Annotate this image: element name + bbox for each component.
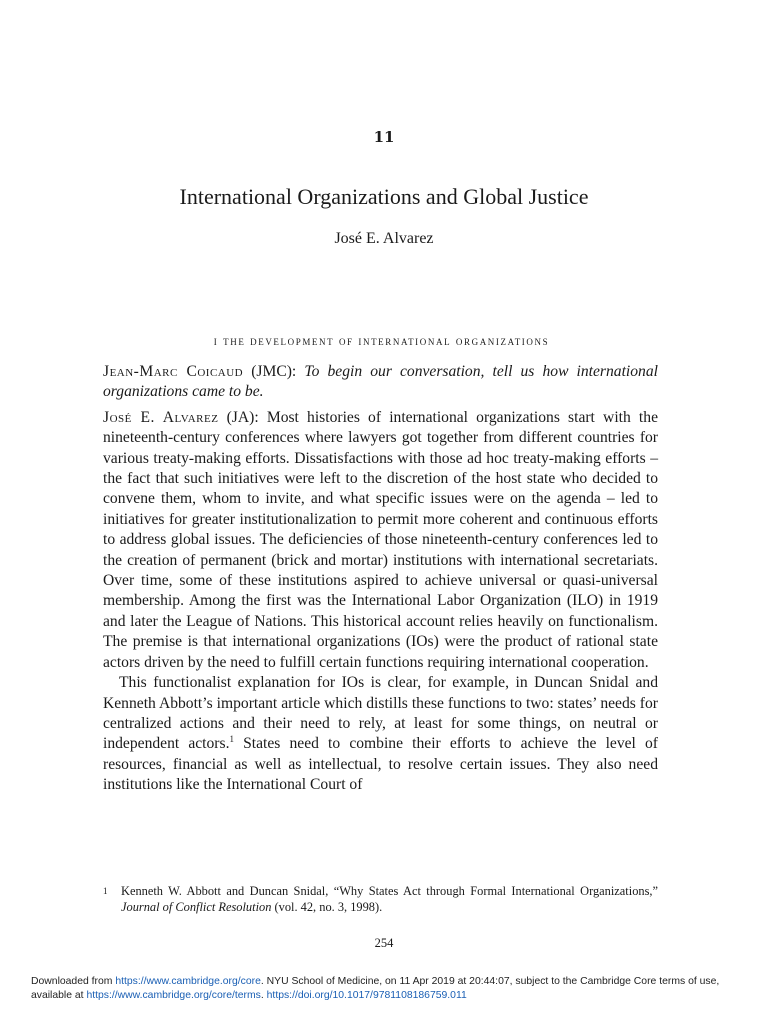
chapter-number: 11: [373, 128, 395, 146]
doi-link[interactable]: https://doi.org/10.1017/9781108186759.011: [266, 989, 467, 1001]
download-separator: .: [260, 989, 267, 1001]
chapter-title: International Organizations and Global Justice: [179, 184, 589, 209]
paragraph-text-end: States need to combine their efforts to achieve the level of resources, financial as well as intellectual, to resolve certain issues. They also need institutions like the International Court of: [103, 735, 659, 794]
footnote-text: [121, 883, 658, 915]
speaker-name-ja: José E. Alvarez: [103, 408, 219, 426]
question-paragraph: [103, 362, 658, 403]
cambridge-core-link[interactable]: https://www.cambridge.org/core: [115, 976, 261, 987]
answer-paragraph: [103, 408, 658, 673]
speaker-tag-ja: (JA):: [218, 408, 267, 426]
body-text: [103, 362, 658, 796]
question-text: To begin our conversation, tell us how international organizations came to be.: [103, 363, 658, 401]
footnote-mark: 1: [103, 886, 108, 896]
page-number: 254: [374, 936, 394, 950]
download-notice: [31, 975, 761, 1002]
footnote-citation: Kenneth W. Abbott and Duncan Snidal, “Why States Act through Formal International Organizations,”: [121, 884, 658, 898]
footnote-reference[interactable]: 1: [229, 734, 234, 745]
chapter-author: José E. Alvarez: [334, 230, 434, 247]
terms-link[interactable]: https://www.cambridge.org/core/terms: [86, 989, 261, 1001]
body-paragraph: [103, 673, 658, 795]
speaker-tag-jmc: (JMC):: [243, 363, 305, 380]
paragraph-text-start: This functionalist explanation for IOs is clear, for example, in Duncan Snidal and Kenneth Abbott’s important article which distills these functions to two: states’ needs for centralized actions and their need to rely, at least for some things, on neutral or independent actors.: [103, 674, 658, 753]
download-middle-text: . NYU School of Medicine, on 11 Apr 2019 at 20:44:07, subject to the Cambridge Core terms of use, available at: [31, 976, 720, 1001]
speaker-name-jmc: Jean-Marc Coicaud: [103, 363, 244, 380]
footnote-details: (vol. 42, no. 3, 1998).: [271, 900, 383, 914]
answer-text: Most histories of international organizations start with the nineteenth-century conferences where lawyers got together from different countries for various treaty-making efforts. Dissatisfactions with those ad hoc treaty-making efforts – the fact that such initiatives were left to the discretion of the host state who decided to convene them, whom to invite, and what specific issues were on the agenda – led to initiatives for greater institutionalization to permit more coherent and continuous efforts to address global issues. The deficiencies of those nineteenth-century conferences led to the creation of permanent (brick and mortar) institutions with international secretariats. Over time, some of these institutions aspired to achieve universal or quasi-universal membership. Among the first was the International Labor Organization (ILO) in 1919 and later the League of Nations. This historical account relies heavily on functionalism. The premise is that international organizations (IOs) were the product of rational state actors driven by the need to fulfill certain functions requiring international cooperation.: [103, 408, 658, 671]
footnote-journal: Journal of Conflict Resolution: [121, 900, 272, 914]
download-prefix: Downloaded from: [31, 976, 116, 987]
footnote: [103, 883, 658, 915]
section-heading: i the development of international organizations: [213, 334, 550, 348]
